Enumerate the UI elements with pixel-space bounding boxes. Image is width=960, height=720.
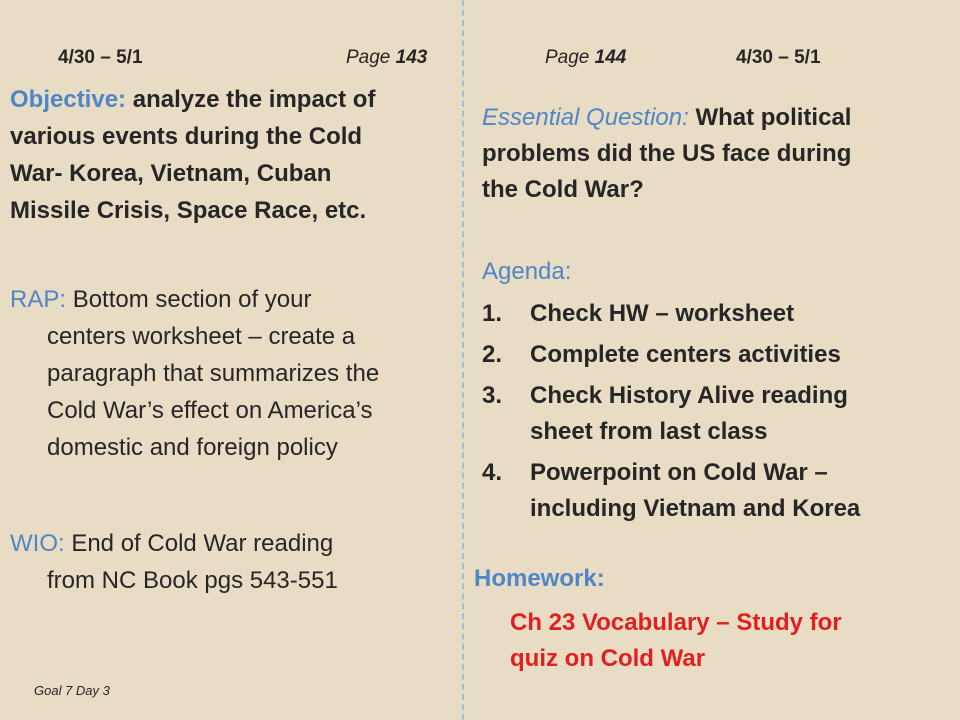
objective-text-3: War- Korea, Vietnam, Cuban [10, 160, 332, 187]
homework-text-1: Ch 23 Vocabulary – Study for [510, 609, 842, 636]
agenda-item-4-text-2: including Vietnam and Korea [530, 495, 861, 522]
right-page-ref [545, 47, 626, 69]
rap-text-5: domestic and foreign policy [47, 434, 338, 461]
objective-text-4: Missile Crisis, Space Race, etc. [10, 197, 367, 224]
objective-label: Objective: [10, 86, 127, 113]
agenda-item-4-text-1: Powerpoint on Cold War – [530, 459, 828, 486]
rap-text-2: centers worksheet – create a [47, 323, 356, 350]
rap-text-3: paragraph that summarizes the [47, 360, 380, 387]
agenda-item-3-num: 3. [482, 382, 503, 409]
objective-text-2: various events during the Cold [10, 123, 363, 150]
homework-text-2: quiz on Cold War [510, 645, 706, 672]
wio-text-1: End of Cold War reading [71, 530, 334, 557]
right-page-number: 144 [594, 47, 627, 68]
rap-label: RAP: [10, 286, 67, 313]
right-date: 4/30 – 5/1 [736, 47, 821, 68]
agenda-item-2-num: 2. [482, 341, 503, 368]
column-divider [462, 0, 464, 720]
right-page-label: Page [545, 47, 590, 68]
eq-text-1: What political [695, 104, 852, 131]
homework-label: Homework: [474, 565, 605, 592]
agenda-item-1-num: 1. [482, 300, 503, 327]
agenda-item-1-text: Check HW – worksheet [530, 300, 795, 327]
agenda-item-2-text: Complete centers activities [530, 341, 841, 368]
left-page-number: 143 [395, 47, 428, 68]
agenda-label: Agenda: [482, 258, 572, 285]
left-page-label: Page [346, 47, 391, 68]
objective-text-1: analyze the impact of [132, 86, 376, 113]
eq-text-2: problems did the US face during [482, 140, 852, 167]
agenda-item-4-num: 4. [482, 459, 503, 486]
objective-line-1 [10, 81, 375, 118]
wio-line-1 [10, 525, 333, 562]
agenda-item-3-text-2: sheet from last class [530, 418, 768, 445]
rap-text-4: Cold War’s effect on America’s [47, 397, 373, 424]
agenda-item-3-text-1: Check History Alive reading [530, 382, 848, 409]
rap-line-1 [10, 281, 311, 318]
left-date: 4/30 – 5/1 [58, 47, 143, 68]
eq-label: Essential Question: [482, 104, 689, 131]
wio-label: WIO: [10, 530, 65, 557]
footer-goal-day: Goal 7 Day 3 [34, 683, 110, 698]
left-page-ref [346, 47, 427, 69]
eq-text-3: the Cold War? [482, 176, 644, 203]
eq-line-1 [482, 100, 851, 136]
wio-text-2: from NC Book pgs 543-551 [47, 567, 338, 594]
rap-text-1: Bottom section of your [72, 286, 312, 313]
